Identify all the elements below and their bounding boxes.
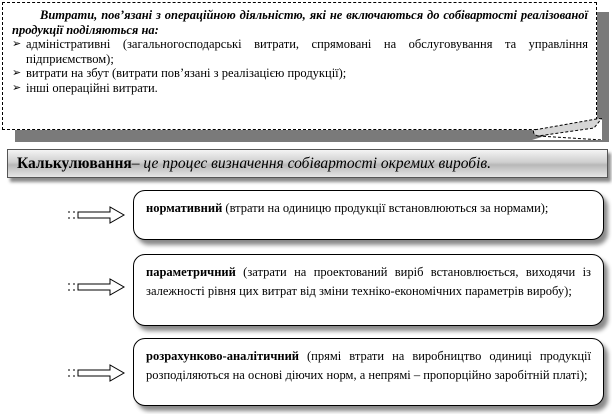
banner-definition: – це процес визначення собівартості окремих виробів. <box>131 154 491 172</box>
method-box-analytical <box>133 338 604 406</box>
note-item <box>12 81 588 96</box>
note-item <box>12 37 588 66</box>
method-box-parametric <box>133 254 604 326</box>
method-text: (прямі втрати на виробництво одиниці продукції розподіляються на основі діючих норм, а непрямі – пропорційно заробітній платі); <box>146 349 591 382</box>
method-text: (затрати на проектований виріб встановлюється, виходячи із залежності рівня цих витрат від зміни техніко-економічних параметрів виробу); <box>146 265 591 298</box>
note-item <box>12 66 588 81</box>
method-term: нормативний <box>146 201 223 215</box>
note-item-text: витрати на збут (витрати пов’язані з реалізацією продукції); <box>26 66 347 81</box>
note-title: Витрати, пов’язані з операційною діяльністю, які не включаються до собівартості реалізованої продукції поділяються на: <box>12 8 588 37</box>
definition-banner <box>7 149 608 178</box>
arrow-bullet-icon: ➢ <box>12 38 22 51</box>
arrow-bullet-icon: ➢ <box>12 81 22 94</box>
arrow-right-icon <box>66 278 126 296</box>
method-term: параметричний <box>146 265 236 279</box>
note-callout <box>2 2 597 130</box>
arrow-right-icon <box>66 206 126 224</box>
arrow-right-icon <box>66 364 126 382</box>
note-item-text: інші операційні витрати. <box>26 80 158 95</box>
method-text: (втрати на одиницю продукції встановлюються за нормами); <box>222 201 549 215</box>
method-box-normative <box>133 190 604 240</box>
method-term: розрахунково-аналітичний <box>146 349 300 363</box>
note-item-text: адміністративні (загальногосподарські витрати, спрямовані на обслуговування та управління підприємством); <box>26 37 588 66</box>
folded-corner-icon <box>532 118 602 140</box>
arrow-bullet-icon: ➢ <box>12 67 22 80</box>
banner-term: Калькулювання <box>17 154 132 172</box>
